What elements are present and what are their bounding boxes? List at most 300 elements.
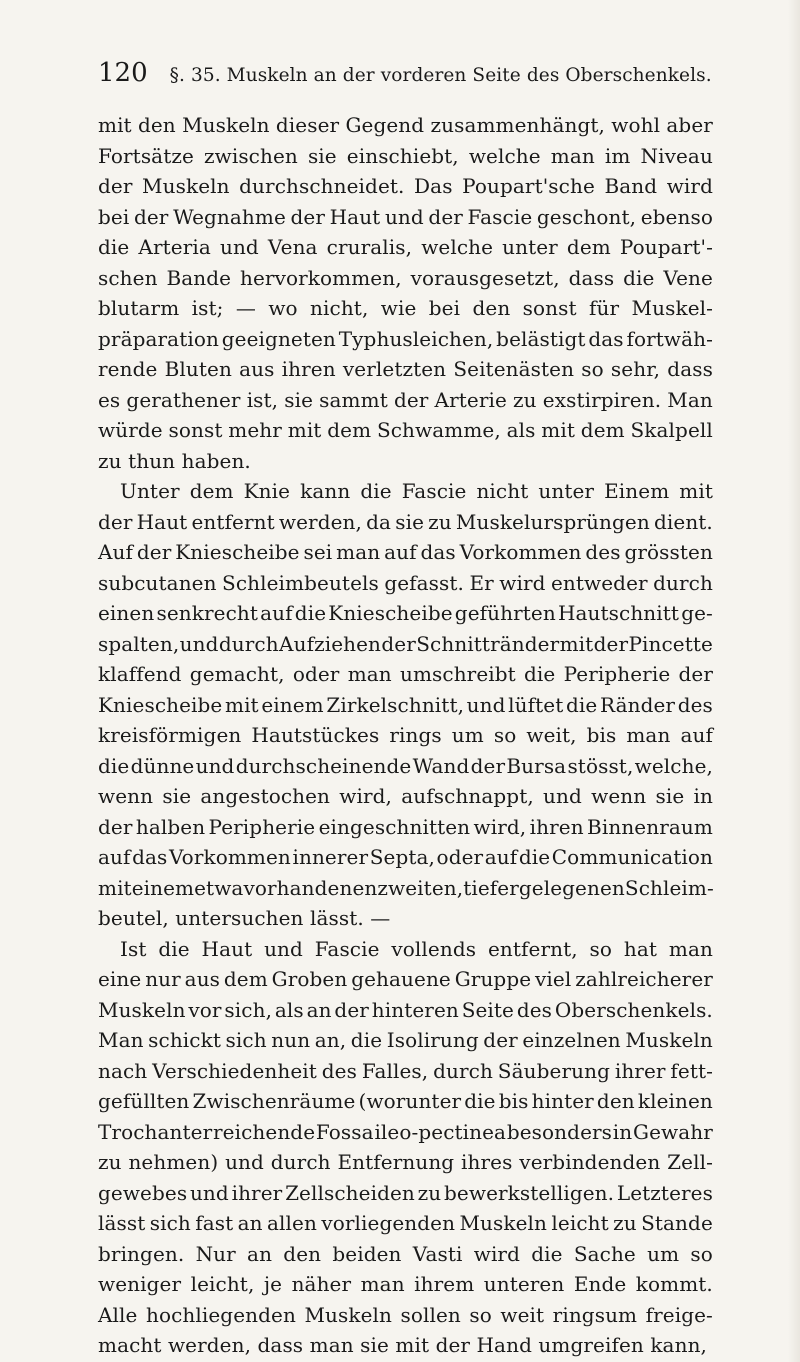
word: besonders: [506, 1119, 613, 1144]
word: nur: [145, 967, 181, 991]
word: auf: [260, 601, 293, 625]
word: schickt: [148, 1028, 221, 1052]
word: Seite: [461, 997, 514, 1022]
word: Man: [98, 1028, 144, 1052]
word: geführten: [454, 601, 556, 625]
word: Poupart'sche: [462, 174, 595, 198]
text-line: [98, 1056, 713, 1087]
word: vorhandenen: [243, 875, 378, 900]
word: rende: [98, 357, 158, 381]
word: so: [589, 936, 613, 961]
word: Ende: [573, 1272, 627, 1296]
word: die: [623, 265, 655, 290]
word: der: [136, 540, 172, 564]
word: durch: [653, 570, 713, 595]
word: Einem: [604, 479, 670, 503]
word: reichende: [213, 1119, 316, 1144]
word: wird: [499, 570, 546, 595]
word: Zirkelschnitt,: [326, 692, 465, 717]
word: unter: [538, 479, 595, 503]
word: um: [647, 1241, 680, 1266]
word: der: [133, 204, 169, 229]
word: ist,: [246, 387, 279, 412]
word: zwischen: [203, 143, 298, 168]
word: und: [543, 784, 582, 808]
word: der: [381, 631, 416, 656]
word: und: [384, 204, 424, 229]
word: umschreibt: [399, 662, 516, 686]
word: zu: [428, 509, 452, 534]
word: durch: [433, 1058, 493, 1083]
text-line: [98, 354, 713, 385]
text-line: [98, 476, 713, 507]
word: unteren: [483, 1272, 565, 1296]
word: —: [235, 296, 256, 320]
word: sonst: [522, 296, 577, 320]
word: nach: [98, 1058, 148, 1083]
word: die: [294, 601, 327, 625]
word: einem: [261, 692, 324, 717]
text-line: [98, 232, 713, 263]
word: Kniescheibe: [328, 601, 453, 625]
word: Peripherie: [208, 814, 316, 839]
word: nicht: [476, 479, 529, 503]
word: mit: [98, 113, 132, 137]
text-line: [98, 873, 713, 904]
word: spalten,: [98, 631, 180, 656]
word: Groben: [271, 967, 348, 991]
word: aus: [184, 967, 221, 991]
text-line: [98, 385, 713, 416]
word: bewerkstelligen.: [444, 1180, 615, 1205]
word: Oberschenkels.: [554, 997, 713, 1022]
text-line: [98, 415, 713, 446]
word: Muskeln: [182, 113, 270, 137]
word: wird,: [339, 784, 393, 808]
word: Pincette: [628, 631, 713, 656]
word: zu: [417, 1180, 442, 1205]
text-line: [98, 964, 713, 995]
word: wenn: [98, 784, 154, 808]
word: senkrecht: [156, 601, 258, 625]
word: und: [189, 1180, 229, 1205]
word: die: [98, 753, 130, 778]
word: Falles,: [361, 1058, 429, 1083]
word: verletzten: [342, 357, 447, 381]
text-line: [98, 690, 713, 721]
word: verbindenden: [519, 1150, 661, 1174]
word: aber: [666, 113, 713, 137]
word: mit: [559, 631, 594, 656]
word: die: [350, 1028, 383, 1052]
word: vorausgesetzt,: [410, 265, 560, 290]
word: einem: [131, 875, 195, 900]
word: man: [626, 723, 671, 747]
word: die: [524, 662, 556, 686]
word: bei: [98, 204, 130, 229]
word: subcutanen: [98, 570, 217, 595]
word: wenn: [591, 784, 647, 808]
word: an: [237, 1211, 263, 1235]
word: ihrer: [231, 1180, 283, 1205]
word: man: [347, 662, 392, 686]
word: lässt: [98, 1211, 146, 1235]
word: ihren: [281, 357, 336, 381]
word: Fortsätze: [98, 143, 194, 168]
word: durch: [218, 631, 279, 656]
word: da: [366, 509, 392, 534]
word: Muskeln: [625, 1028, 713, 1052]
word: ge-: [681, 601, 713, 625]
word: so: [493, 723, 517, 747]
text-line: [98, 995, 713, 1026]
word: Vene: [663, 265, 713, 290]
word: das: [132, 845, 168, 869]
word: hinteren: [371, 997, 459, 1022]
word: Schleimbeutels: [222, 570, 379, 595]
word: ist;: [191, 296, 224, 320]
word: dieser: [275, 113, 340, 137]
word: blutarm: [98, 296, 180, 320]
text-line: [98, 293, 713, 324]
word: geschont,: [536, 204, 637, 229]
word: hervorkommen,: [240, 265, 402, 290]
word: Haut: [136, 509, 188, 534]
word: Muskelursprüngen: [455, 509, 650, 534]
word: werden,: [278, 509, 362, 534]
word: mit: [98, 875, 132, 900]
word: an: [247, 1241, 273, 1266]
text-line: [98, 324, 713, 355]
word: weniger: [98, 1272, 182, 1296]
word: (worunter: [358, 1089, 462, 1113]
word: und: [264, 936, 303, 961]
word: den: [472, 296, 511, 320]
word: Muskeln: [98, 997, 186, 1022]
word: der: [678, 662, 713, 686]
word: innerer: [292, 845, 369, 869]
word: welche,: [634, 753, 713, 778]
word: man: [550, 143, 595, 168]
word: so: [581, 357, 604, 381]
text-line: [98, 141, 713, 172]
word: der: [470, 753, 506, 778]
word: Band: [604, 174, 658, 198]
word: aus: [239, 357, 275, 381]
word: wird,: [473, 814, 527, 839]
word: gefüllten: [98, 1089, 190, 1113]
word: nun: [271, 1028, 311, 1052]
word: man: [360, 1272, 405, 1296]
text-line: [98, 598, 713, 629]
word: zu: [513, 387, 537, 412]
word: welche: [468, 143, 541, 168]
word: freige-: [645, 1302, 713, 1327]
word: Sache: [573, 1241, 636, 1266]
word: die: [98, 235, 130, 259]
word: Trochanter: [98, 1119, 213, 1144]
text-line: [98, 1269, 713, 1300]
text-line: [98, 751, 713, 782]
word: der: [428, 204, 463, 229]
word: Bluten: [164, 357, 232, 381]
word: des: [321, 1058, 357, 1083]
word: Muskel-: [631, 296, 713, 320]
word: der: [334, 997, 369, 1022]
word: Aufziehen: [279, 631, 382, 656]
word: Seitenästen: [453, 357, 575, 381]
word: der: [593, 631, 629, 656]
word: den: [137, 113, 176, 137]
word: ringsum: [552, 1302, 638, 1327]
word: präparation: [98, 326, 219, 351]
word: Fascie: [314, 936, 380, 961]
word: entfernt: [191, 509, 275, 534]
word: Vasti: [412, 1241, 463, 1266]
running-head: [98, 58, 712, 88]
text-line: [98, 659, 713, 690]
word: oder: [436, 845, 484, 869]
word: lüftet: [508, 692, 564, 717]
word: beiden: [332, 1241, 402, 1266]
word: wird: [473, 1241, 520, 1266]
text-line: [98, 1147, 713, 1178]
word: entfernt,: [487, 936, 578, 961]
word: Muskeln: [459, 1211, 548, 1235]
word: die: [464, 1089, 496, 1113]
word: sollen: [400, 1302, 461, 1327]
word: und: [179, 631, 219, 656]
word: auf: [384, 540, 417, 564]
word: Das: [414, 174, 453, 198]
word: sie: [162, 784, 192, 808]
word: eine: [98, 967, 142, 991]
word: Zellscheiden: [285, 1180, 415, 1205]
word: Arterie: [434, 387, 507, 412]
word: sich,: [224, 997, 273, 1022]
word: Ist: [120, 936, 147, 961]
word: etwa: [194, 875, 244, 900]
word: der: [98, 174, 133, 198]
word: durchschneidet.: [239, 174, 405, 198]
word: sammt: [319, 387, 388, 412]
word: näher: [291, 1272, 352, 1296]
word: sie: [284, 387, 314, 412]
word: Kniescheibe: [175, 540, 300, 564]
word: für: [589, 296, 620, 320]
text-line: [98, 263, 713, 294]
body-text: [98, 110, 713, 1361]
word: angestochen: [200, 784, 331, 808]
word: sonst: [168, 418, 223, 442]
text-line: [98, 1178, 713, 1209]
word: Muskeln: [304, 1302, 392, 1327]
text-line: [98, 1117, 713, 1148]
word: Er: [469, 570, 494, 595]
word: einzelnen: [522, 1028, 621, 1052]
text-line: [98, 1300, 713, 1331]
word: die: [566, 692, 598, 717]
word: mit: [287, 418, 322, 442]
word: mit: [225, 692, 259, 717]
word: belästigt: [496, 326, 586, 351]
word: hochliegenden: [145, 1302, 296, 1327]
word: gerathener: [126, 387, 241, 412]
word: vor: [188, 997, 222, 1022]
word: dem: [566, 235, 611, 259]
text-line: [98, 507, 713, 538]
word: den: [283, 1241, 322, 1266]
word: je: [263, 1272, 283, 1296]
word: ihren: [529, 814, 584, 839]
word: fast: [195, 1211, 234, 1235]
word: Gegend: [345, 113, 425, 137]
word: und: [195, 753, 235, 778]
text-line: [98, 812, 713, 843]
word: nehmen): [128, 1150, 219, 1174]
word: an,: [314, 1028, 347, 1052]
word: wie: [380, 296, 417, 320]
word: leicht: [551, 1211, 609, 1235]
page-edge-shadow: [788, 0, 800, 1362]
word: an: [306, 997, 332, 1022]
word: dem: [223, 967, 268, 991]
word: Zwischenräume: [192, 1089, 356, 1113]
word: zu: [613, 1211, 637, 1235]
text-line: [98, 934, 713, 965]
word: ihres: [461, 1150, 513, 1174]
word: entweder: [550, 570, 648, 595]
text-line: [98, 1025, 713, 1056]
word: Bande: [166, 265, 232, 290]
word: welche: [421, 235, 494, 259]
word: Schleim-: [624, 875, 714, 900]
word: vollends: [391, 936, 477, 961]
word: Entfernung: [337, 1150, 455, 1174]
word: wird: [666, 174, 713, 198]
text-line: [98, 1086, 713, 1117]
word: rings: [389, 723, 442, 747]
word: zu: [98, 1150, 122, 1174]
word: gelegenen: [518, 875, 625, 900]
word: tiefer: [463, 875, 519, 900]
word: Man: [667, 387, 713, 412]
word: eingeschnitten: [318, 814, 471, 839]
word: Hautschnitt: [557, 601, 680, 625]
word: durch: [270, 1150, 331, 1174]
word: so: [469, 1302, 492, 1327]
word: bringen.: [98, 1241, 185, 1266]
word: allen: [267, 1211, 317, 1235]
word: dient.: [653, 509, 713, 534]
word: Vorkommen: [168, 845, 291, 869]
word: Haut: [329, 204, 381, 229]
word: Wegnahme: [173, 204, 286, 229]
word: Kniescheibe: [98, 692, 223, 717]
word: nicht,: [310, 296, 369, 320]
text-line: [98, 781, 713, 812]
word: das: [588, 326, 624, 351]
word: der: [290, 204, 326, 229]
text-line: [98, 720, 713, 751]
word: Letzteres: [616, 1180, 713, 1205]
word: Zell-: [667, 1150, 713, 1174]
word: Unter: [120, 479, 180, 503]
word: gemacht,: [189, 662, 285, 686]
word: Binnenraum: [587, 814, 713, 839]
word: als: [274, 997, 304, 1022]
word: sie: [307, 143, 337, 168]
text-line: [98, 110, 713, 141]
word: des: [677, 692, 713, 717]
word: ihrem: [414, 1272, 475, 1296]
word: zahlreicherer: [575, 967, 713, 991]
word: die: [158, 936, 190, 961]
word: Fossa: [315, 1119, 374, 1144]
word: der: [98, 814, 133, 839]
word: Alle: [98, 1302, 138, 1327]
text-line: [98, 1208, 713, 1239]
word: durchscheinende: [235, 753, 412, 778]
word: aufschnappt,: [401, 784, 534, 808]
text-line: macht werden, dass man sie mit der Hand umgreifen kann,: [98, 1333, 708, 1357]
word: Arteria: [138, 235, 211, 259]
word: Muskeln: [142, 174, 230, 198]
word: des: [516, 997, 553, 1022]
word: Septa,: [369, 845, 435, 869]
word: die: [531, 1241, 563, 1266]
word: Hautstückes: [251, 723, 380, 747]
word: und: [225, 1150, 264, 1174]
word: Gewahr: [633, 1119, 713, 1144]
word: klaffend: [98, 662, 182, 686]
word: die: [360, 479, 392, 503]
word: Communication: [551, 845, 713, 869]
text-line: beutel, untersuchen lässt. —: [98, 906, 391, 930]
word: sich: [225, 1028, 267, 1052]
word: wohl: [611, 113, 661, 137]
text-line: [98, 568, 713, 599]
word: Isolirung: [386, 1028, 479, 1052]
word: und: [466, 692, 506, 717]
word: zweiten,: [377, 875, 464, 900]
word: Typhusleichen,: [338, 326, 494, 351]
word: Bursa: [506, 753, 567, 778]
word: hinter: [531, 1089, 594, 1113]
word: man: [336, 540, 381, 564]
word: auf: [680, 723, 713, 747]
word: fett-: [670, 1058, 713, 1083]
word: weit,: [526, 723, 577, 747]
word: sich: [149, 1211, 191, 1235]
word: bei: [428, 296, 461, 320]
word: einschiebt,: [346, 143, 459, 168]
word: dem: [580, 418, 625, 442]
word: so: [690, 1241, 713, 1266]
word: in: [612, 1119, 633, 1144]
word: Gruppe: [454, 967, 532, 991]
word: ihrer: [614, 1058, 666, 1083]
word: wo: [268, 296, 298, 320]
word: sie: [395, 509, 424, 534]
word: gewebes: [98, 1180, 188, 1205]
word: dass: [568, 265, 615, 290]
word: ebenso: [640, 204, 713, 229]
word: Stande: [641, 1211, 713, 1235]
word: und: [219, 235, 259, 259]
word: fortwäh-: [626, 326, 713, 351]
word: der: [98, 509, 133, 534]
